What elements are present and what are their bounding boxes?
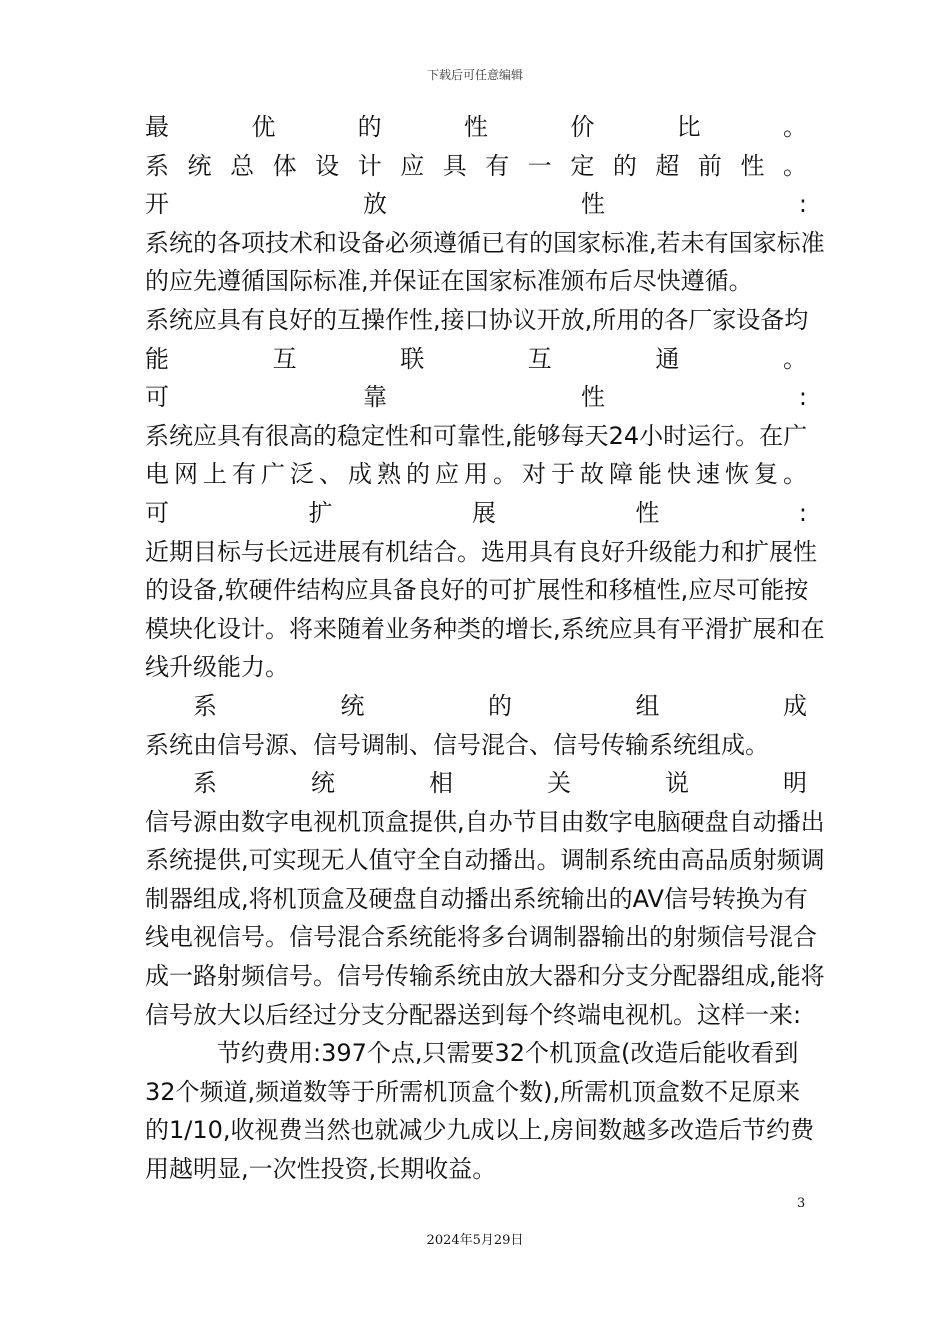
text-line: 32个频道,频道数等于所需机顶盒个数),所需机顶盒数不足原来 — [145, 1077, 801, 1106]
text-line: 模块化设计。将来随着业务种类的增长,系统应具有平滑扩展和在 — [145, 614, 825, 643]
text-line: 的设备,软硬件结构应具备良好的可扩展性和移植性,应尽可能按 — [145, 576, 809, 605]
text-line: 的1/10,收视费当然也就减少九成以上,房间数越多改造后节约费 — [145, 1116, 815, 1145]
text-line: 线升级能力。 — [145, 653, 289, 682]
text-line: 最 优 的 性 价 比 。 — [145, 113, 807, 141]
text-line: 系 统 的 组 成 — [193, 691, 807, 720]
text-line: 线电视信号。信号混合系统能将多台调制器输出的射频信号混合 — [145, 923, 817, 952]
text-line: 制器组成,将机顶盒及硬盘自动播出系统输出的AV信号转换为有 — [145, 884, 808, 913]
text-line: 电 网 上 有 广 泛 、 成 熟 的 应 用 。 对 于 故 障 能 快 速 恢 复 。 — [145, 460, 807, 489]
text-line: 可 扩 展 性 : — [145, 498, 807, 527]
text-line: 成一路射频信号。信号传输系统由放大器和分支分配器组成,能将 — [145, 962, 825, 991]
text-line: 开 放 性 : — [145, 190, 807, 219]
text-line: 系统的各项技术和设备必须遵循已有的国家标准,若未有国家标准 — [145, 228, 825, 257]
text-line: 系统提供,可实现无人值守全自动播出。调制系统由高品质射频调 — [145, 846, 825, 875]
page-header: 下载后可任意编辑 — [426, 68, 523, 82]
text-line: 系 统 总 体 设 计 应 具 有 一 定 的 超 前 性 。 — [145, 151, 807, 180]
text-line: 系统应具有很高的稳定性和可靠性,能够每天24小时运行。在广 — [145, 421, 808, 450]
text-line: 系统应具有良好的互操作性,接口协议开放,所用的各厂家设备均 — [145, 305, 809, 334]
text-line: 可 靠 性 : — [145, 383, 807, 412]
footer-date: 2024年5月29日 — [426, 1233, 524, 1248]
text-line: 信号放大以后经过分支分配器送到每个终端电视机。这样一来: — [145, 1000, 802, 1029]
text-line: 信号源由数字电视机顶盒提供,自办节目由数字电脑硬盘自动播出 — [145, 807, 825, 836]
document-body — [145, 108, 825, 1189]
text-line: 系 统 相 关 说 明 — [193, 769, 807, 798]
text-line: 能 互 联 互 通 。 — [145, 344, 807, 373]
text-line: 节约费用:397个点,只需要32个机顶盒(改造后能收看到 — [217, 1039, 799, 1068]
text-line: 系统由信号源、信号调制、信号混合、信号传输系统组成。 — [145, 730, 769, 759]
text-line: 的应先遵循国际标准,并保证在国家标准颁布后尽快遵循。 — [145, 267, 753, 296]
text-line: 近期目标与长远进展有机结合。选用具有良好升级能力和扩展性 — [145, 537, 817, 566]
page-number: 3 — [797, 1196, 806, 1211]
text-line: 用越明显,一次性投资,长期收益。 — [145, 1155, 497, 1184]
